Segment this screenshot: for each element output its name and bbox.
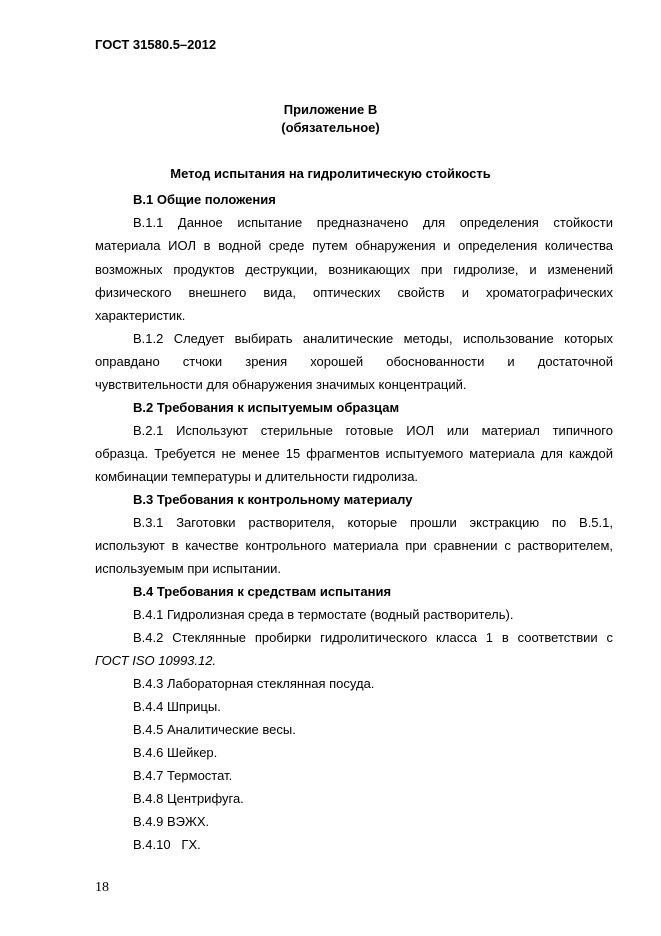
- para-b1-2-line1: В.1.2 Следует выбирать аналитические методы, использование которых: [133, 331, 613, 346]
- para-b1-1-line3: возможных продуктов деструкции, возникающих при гидролизе, и изменений: [95, 262, 613, 277]
- item-b4-8: В.4.8 Центрифуга.: [133, 791, 244, 806]
- item-b4-7: В.4.7 Термостат.: [133, 768, 233, 783]
- method-title: Метод испытания на гидролитическую стойкость: [170, 166, 491, 181]
- standard-header: ГОСТ 31580.5–2012: [95, 37, 217, 52]
- item-b4-5: В.4.5 Аналитические весы.: [133, 722, 296, 737]
- annex-status: (обязательное): [281, 120, 380, 135]
- para-b1-2-line3: чувствительности для обнаружения значимых концентраций.: [95, 377, 467, 392]
- para-b3-1-line1: В.3.1 Заготовки растворителя, которые прошли экстракцию по В.5.1,: [133, 515, 613, 530]
- section-b4-heading: В.4 Требования к средствам испытания: [133, 584, 392, 599]
- item-b4-3: В.4.3 Лабораторная стеклянная посуда.: [133, 676, 375, 691]
- section-b3-heading: В.3 Требования к контрольному материалу: [133, 492, 413, 507]
- item-b4-6: В.4.6 Шейкер.: [133, 745, 218, 760]
- section-b2-heading: В.2 Требования к испытуемым образцам: [133, 400, 400, 415]
- item-b4-4: В.4.4 Шприцы.: [133, 699, 221, 714]
- para-b1-2-line2: оправдано стчоки зрения хорошей обоснованности и достаточной: [95, 354, 613, 369]
- item-b4-1: В.4.1 Гидролизная среда в термостате (водный растворитель).: [133, 607, 514, 622]
- para-b1-1-line1: В.1.1 Данное испытание предназначено для определения стойкости: [133, 215, 613, 230]
- item-b4-9: В.4.9 ВЭЖХ.: [133, 814, 210, 829]
- para-b2-1-line2: образца. Требуется не менее 15 фрагментов испытуемого материала для каждой: [95, 446, 613, 461]
- annex-title: Приложение В: [283, 102, 378, 117]
- para-b1-1-line5: характеристик.: [95, 308, 186, 323]
- para-b1-1-line2: материала ИОЛ в водной среде путем обнаружения и определения количества: [95, 238, 613, 253]
- para-b2-1-line3: комбинации температуры и длительности гидролиза.: [95, 469, 419, 484]
- para-b3-1-line2: используют в качестве контрольного материала при сравнении с растворителем,: [95, 538, 613, 553]
- para-b2-1-line1: В.2.1 Используют стерильные готовые ИОЛ или материал типичного: [133, 423, 613, 438]
- para-b4-2-line1: В.4.2 Стеклянные пробирки гидролитического класса 1 в соответствии с: [133, 630, 613, 645]
- page-number: 18: [95, 880, 109, 895]
- para-b3-1-line3: используемым при испытании.: [95, 561, 281, 576]
- section-b1-heading: В.1 Общие положения: [133, 192, 276, 207]
- para-b1-1-line4: физического внешнего вида, оптических свойств и хроматографических: [95, 285, 613, 300]
- para-b4-2-line2: ГОСТ ISO 10993.12.: [95, 653, 217, 668]
- item-b4-10: В.4.10 ГХ.: [133, 837, 201, 852]
